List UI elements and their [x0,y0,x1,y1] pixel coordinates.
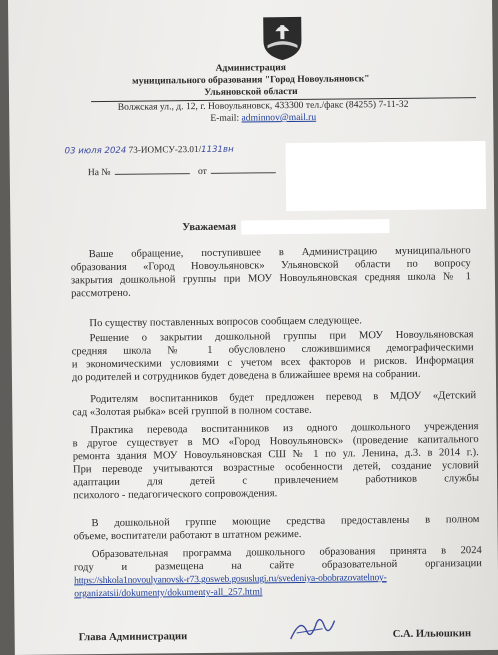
email-label: E-mail: [210,112,242,124]
paragraph-2 [89,313,469,330]
text-line: закрытия дошкольной группы при МОУ Новоульяновская средняя школа № 1 [70,271,471,287]
org-title-line1: Администрация [215,62,286,74]
coat-of-arms-icon [261,15,303,61]
text-line: году и размещена на сайте образовательной организации [73,558,482,574]
handwritten-date: 03 июля 2024 [64,145,127,157]
greeting: Уважаемая [182,221,237,234]
text-line: По существу поставленных вопросов сообщаем следующее. [89,315,362,330]
paragraph-4 [72,389,476,419]
text-line: ремонта здания МОУ Новоульяновская СШ № 1 по ул. Ленина, д.3. в 2014 г.). [72,447,479,463]
text-line: Образовательная программа дошкольного образования принята в 2024 [91,545,482,561]
text-line: Практика перевода воспитанников из одного дошкольного учреждения [90,421,479,437]
number-blank [114,164,189,175]
paragraph-1 [71,244,472,300]
email-link[interactable]: adminnov@mail.ru [241,111,317,124]
registration-line [65,144,234,157]
text-line: В дошкольной группе моющие средства предоставлены в полном [91,514,480,530]
text-line: рассмотрено. [71,287,131,300]
redacted-name [241,219,389,235]
registration-number-handwritten: 1131вн [201,144,234,155]
signatory-title: Глава Администрации [78,631,188,644]
text-line: При переводе учитываются возрастные особенности детей, создание условий [72,460,479,476]
text-line: адаптации для детей с привлечением работников службы [73,473,480,489]
text-line: объеме, воспитатели работают в штатном режиме. [73,528,302,543]
paragraph-7 [74,544,483,600]
program-link-cont[interactable]: organizatsii/dokumenty/dokumenty-all_257.html [74,586,263,600]
paragraph-3 [71,328,474,384]
text-line: до родителей и сотрудников будет доведена в ближайшее время на собрании. [71,368,421,384]
registration-number: 73-ИОМСУ-23.01/ [128,143,202,155]
program-link[interactable]: https://shkola1novoulyanovsk-r73.gosweb.gosuslugi.ru/svedeniya-obobrazovatelnoy- [74,572,387,587]
redacted-addressee [286,141,487,211]
letter-sheet [8,0,498,655]
from-label: от [197,165,207,178]
reference-line [88,163,282,178]
text-line: Ваше обращение, поступившее в Администрацию муниципального [88,245,471,261]
text-line: психолого - педагогического сопровождения. [73,488,278,502]
text-line: образования «Город Новоульяновск» Ульяновской области по вопросу [70,258,471,274]
org-address: Волжская ул., д. 12, г. Новоульяновск, 433300 тел./факс (84255) 7-11-32 [117,98,409,113]
text-line: и экономическими условиями с учетом всех факторов и рисков. Информация [71,355,474,371]
org-title-line3: Ульяновской области [204,85,298,98]
date-blank [211,163,276,174]
text-line: Решение о закрытии дошкольной группы при МОУ Новоульяновская [89,329,474,345]
text-line: Родителям воспитанников будет предложен перевод в МДОУ «Детский [90,390,477,406]
paragraph-6 [73,513,479,543]
number-label: На № [87,166,111,179]
text-line: в другое существует в МО «Город Новоульяновск» (проведение капитального [72,434,479,450]
signature-icon [286,613,336,646]
paragraph-5 [72,420,479,502]
org-title-line2: муниципального образования "Город Новоульяновск" [132,73,370,87]
text-line: средняя школа № 1 обусловлено сложившимися демографическими [71,342,474,358]
text-line: сад «Золотая рыбка» всей группой в полном составе. [72,404,312,419]
signatory-name: С.А. Ильюшкин [392,628,472,641]
